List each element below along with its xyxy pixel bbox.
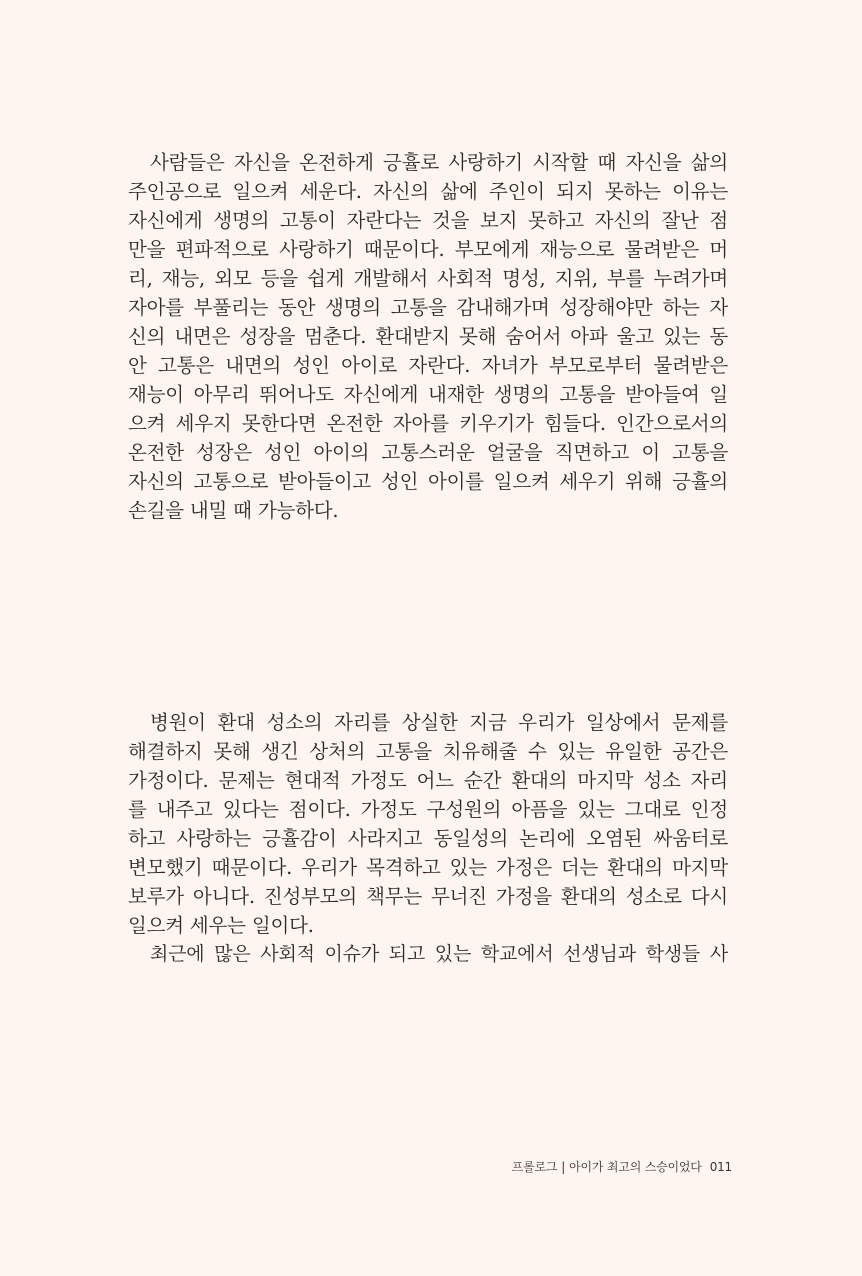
text-line: 손길을 내밀 때 가능하다. [128, 499, 339, 522]
text-line: 변모했기 때문이다. 우리가 목격하고 있는 가정은 더는 환대의 마지막 [128, 856, 728, 879]
text-line: 자아를 부풀리는 동안 생명의 고통을 감내해가며 성장해야만 하는 자 [128, 296, 728, 319]
text-line: 보루가 아니다. 진성부모의 책무는 무너진 가정을 환대의 성소로 다시 [128, 885, 728, 908]
text-line: 신의 내면은 성장을 멈춘다. 환대받지 못해 숨어서 아파 울고 있는 동 [128, 325, 728, 348]
text-line: 사람들은 자신을 온전하게 긍휼로 사랑하기 시작할 때 자신을 삶의 [150, 151, 728, 174]
text-line: 만을 편파적으로 사랑하기 때문이다. 부모에게 재능으로 물려받은 머 [128, 238, 728, 261]
paragraph-2 [128, 708, 728, 969]
text-line: 으켜 세우지 못한다면 온전한 자아를 키우기가 힘들다. 인간으로서의 [128, 412, 728, 435]
text-line: 하고 사랑하는 긍휼감이 사라지고 동일성의 논리에 오염된 싸움터로 [128, 827, 728, 850]
text-line: 최근에 많은 사회적 이슈가 되고 있는 학교에서 선생님과 학생들 사 [150, 943, 728, 965]
text-line: 가정이다. 문제는 현대적 가정도 어느 순간 환대의 마지막 성소 자리 [128, 769, 728, 792]
text-line: 자신에게 생명의 고통이 자란다는 것을 보지 못하고 자신의 잘난 점 [128, 209, 728, 232]
footer-section: 프롤로그 [511, 1160, 558, 1174]
footer-separator: | [561, 1160, 566, 1174]
page-number: 011 [709, 1160, 732, 1174]
page-footer [512, 1158, 732, 1175]
text-line: 리, 재능, 외모 등을 쉽게 개발해서 사회적 명성, 지위, 부를 누려가며 [128, 267, 728, 290]
text-line: 자신의 고통으로 받아들이고 성인 아이를 일으켜 세우기 위해 긍휼의 [128, 470, 728, 493]
paragraph-1 [128, 148, 728, 525]
text-line: 를 내주고 있다는 점이다. 가정도 구성원의 아픔을 있는 그대로 인정 [128, 798, 728, 821]
text-line: 재능이 아무리 뛰어나도 자신에게 내재한 생명의 고통을 받아들여 일 [128, 383, 728, 406]
text-line: 해결하지 못해 생긴 상처의 고통을 치유해줄 수 있는 유일한 공간은 [128, 740, 728, 763]
text-line: 병원이 환대 성소의 자리를 상실한 지금 우리가 일상에서 문제를 [150, 711, 728, 734]
text-line: 온전한 성장은 성인 아이의 고통스러운 얼굴을 직면하고 이 고통을 [128, 441, 728, 464]
footer-title: 아이가 최고의 스승이었다 [569, 1160, 702, 1174]
text-line: 주인공으로 일으켜 세운다. 자신의 삶에 주인이 되지 못하는 이유는 [128, 180, 728, 203]
text-line: 안 고통은 내면의 성인 아이로 자란다. 자녀가 부모로부터 물려받은 [128, 354, 728, 377]
text-line: 일으켜 세우는 일이다. [128, 914, 314, 937]
